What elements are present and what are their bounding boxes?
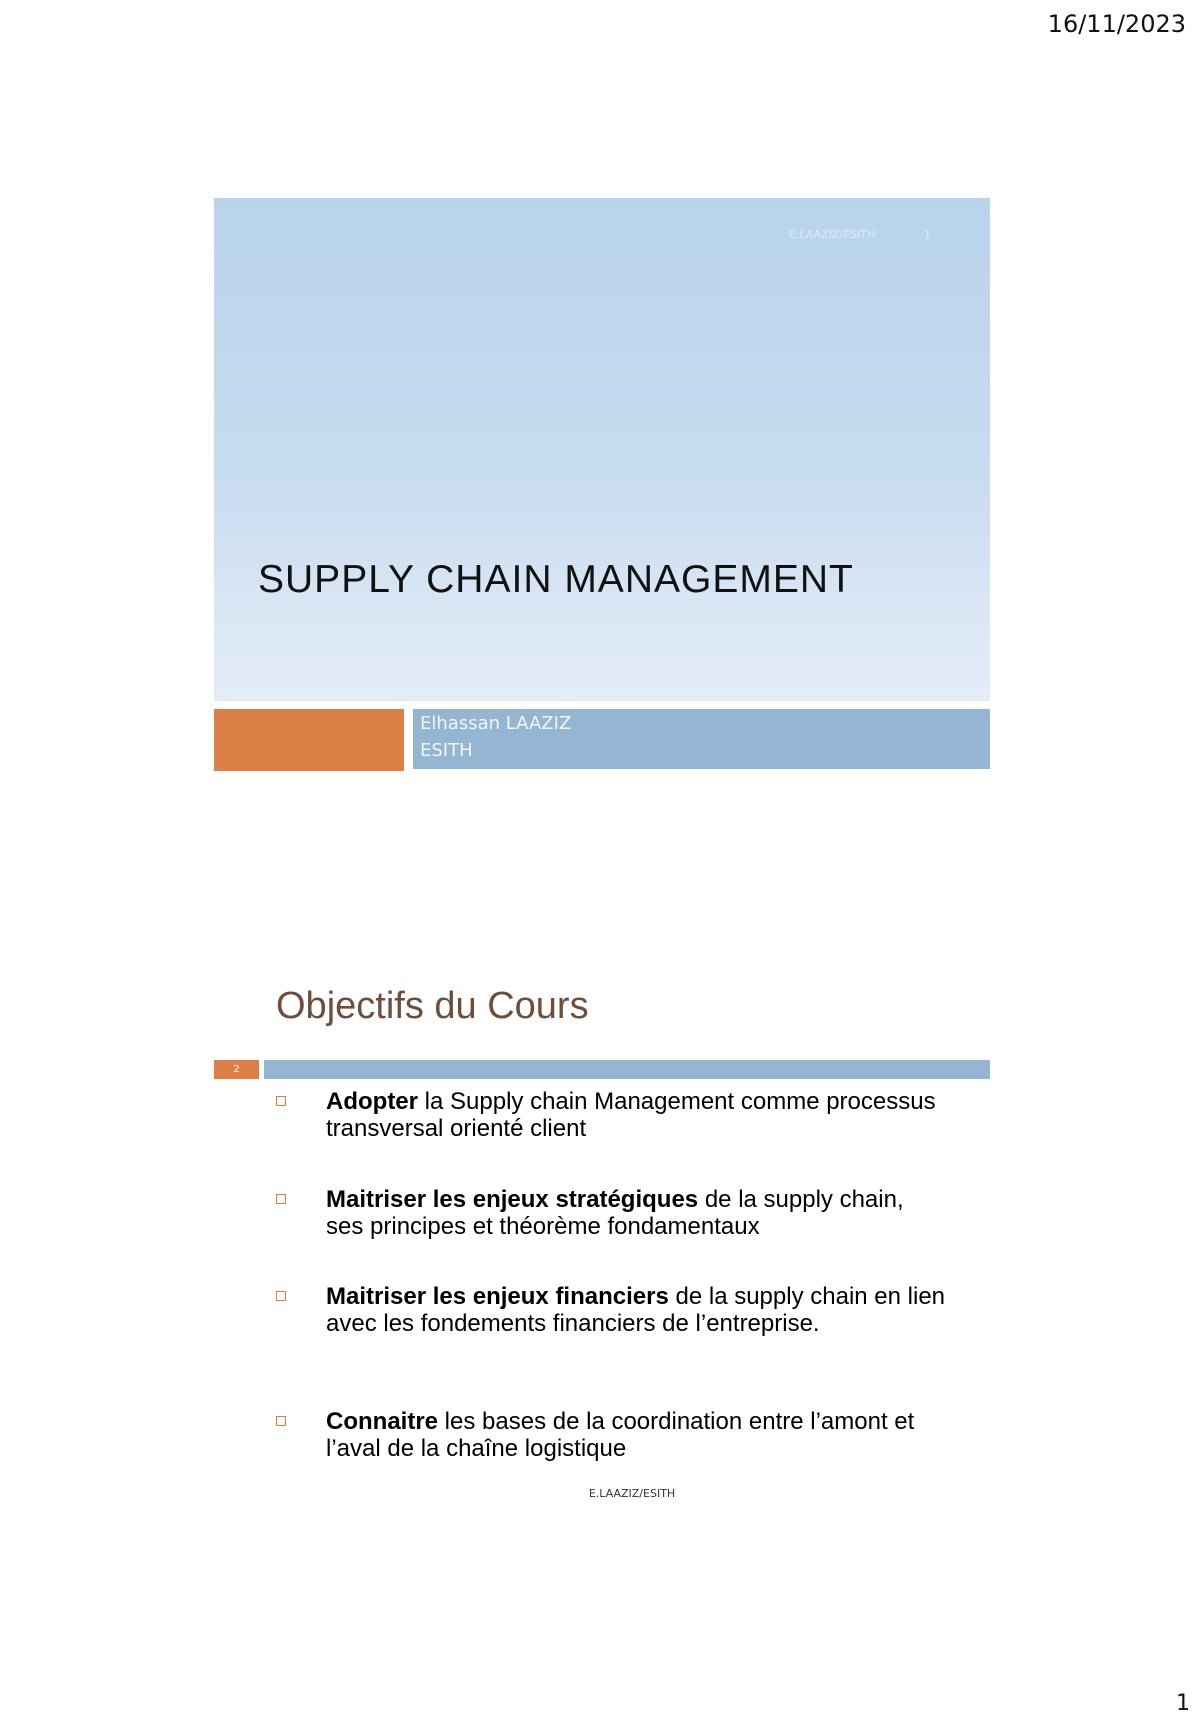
bullet-bold-text: Maitriser les enjeux stratégiques [326, 1186, 699, 1213]
slide-footer: E.LAAZIZ/ESITH [588, 1487, 676, 1500]
square-bullet-icon [276, 1194, 286, 1204]
title-slide [214, 198, 990, 773]
slide-header-number: 1 [924, 228, 931, 241]
title-slide-background [214, 198, 990, 701]
slide-number-badge: 2 [214, 1060, 259, 1079]
orange-accent-block [214, 709, 404, 771]
bullet-text: les bases de la coordination entre l’amont et l’aval de la chaîne logistique [326, 1408, 915, 1462]
bullet-bold-text: Connaitre [326, 1408, 439, 1435]
bullet-bold-text: Maitriser les enjeux financiers [326, 1283, 669, 1310]
bullet-text: de la supply chain en lien avec les fondements financiers de l’entreprise. [326, 1283, 946, 1337]
page-date: 16/11/2023 [1047, 10, 1186, 38]
page-number: 1 [1176, 1691, 1190, 1716]
bullet-text: la Supply chain Management comme processus transversal orienté client [326, 1088, 936, 1142]
title-underline-bar [264, 1060, 990, 1079]
objectives-title: Objectifs du Cours [276, 985, 589, 1027]
square-bullet-icon [276, 1291, 286, 1301]
slide-header-author: E.LAAZIZ/ESITH [789, 228, 876, 241]
institution-name: ESITH [420, 740, 473, 761]
bullet-bold-text: Adopter [326, 1088, 418, 1115]
square-bullet-icon [276, 1416, 286, 1426]
slide-title: SUPPLY CHAIN MANAGEMENT [258, 558, 854, 601]
bullet-text: de la supply chain, ses principes et théorème fondamentaux [326, 1186, 904, 1240]
author-name: Elhassan LAAZIZ [420, 713, 572, 734]
square-bullet-icon [276, 1096, 286, 1106]
objectives-slide [214, 985, 990, 1515]
